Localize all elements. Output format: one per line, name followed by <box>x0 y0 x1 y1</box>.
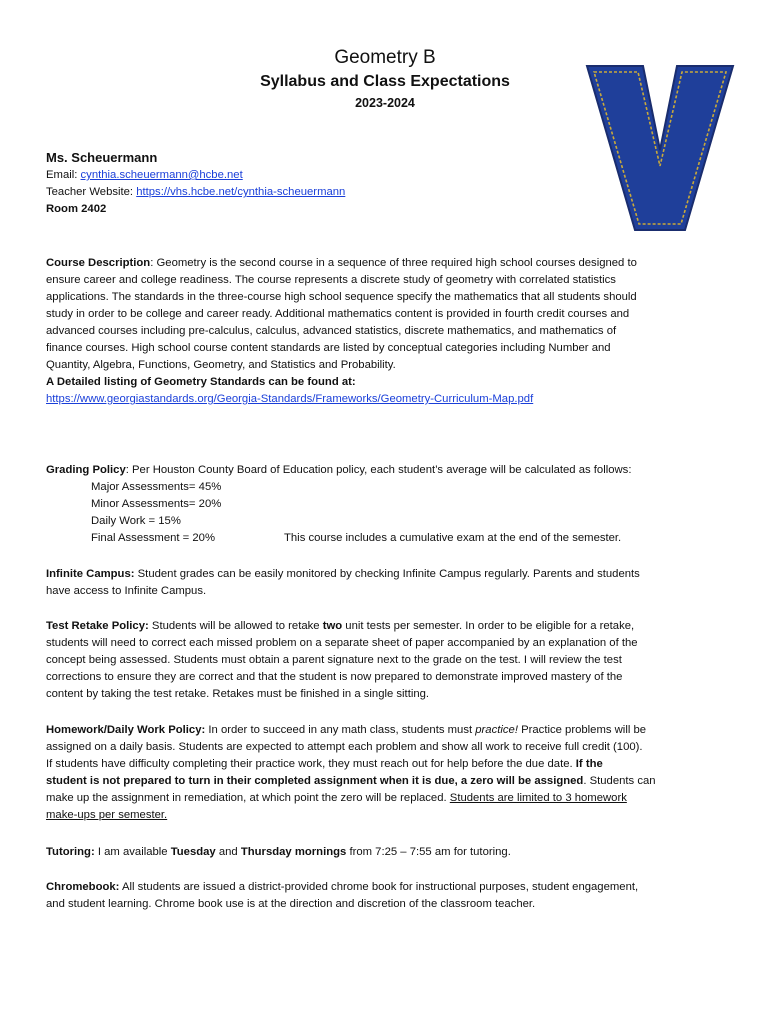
standards-link[interactable]: https://www.georgiastandards.org/Georgia-Standards/Frameworks/Geometry-Curriculum-Map.pdf <box>46 393 534 405</box>
homework-bold-text: If the <box>575 758 603 770</box>
tutoring-heading: Tutoring: <box>46 846 95 858</box>
homework-section <box>46 722 726 824</box>
grading-heading: Grading Policy <box>46 464 126 476</box>
retake-heading: Test Retake Policy: <box>46 620 149 632</box>
title-block <box>200 46 570 112</box>
website-row <box>46 184 546 201</box>
website-label: Teacher Website: <box>46 186 137 198</box>
chromebook-line: and student learning. Chrome book use is at the direction and discretion of the classroom teacher. <box>46 898 536 910</box>
grading-intro: Per Houston County Board of Education policy, each student’s average will be calculated as follows: <box>132 464 632 476</box>
tutoring-text: from 7:25 – 7:55 am for tutoring. <box>346 846 511 858</box>
website-link[interactable]: https://vhs.hcbe.net/cynthia-scheuermann <box>136 186 346 198</box>
tutoring-section <box>46 844 726 861</box>
homework-text: In order to succeed in any math class, students must <box>205 724 476 736</box>
infinite-campus-line: have access to Infinite Campus. <box>46 585 207 597</box>
course-description-section: Course Description: Geometry is the second course in a sequence of three required high school courses designed to ensure career and college readiness. The course represents a discrete study of geometry with correlated statistics applications. The standards in the three-course high school sequence specify the mathematics that all students should study in order to be college and career ready. Additional mathematics content is provided in fourth credit courses and advanced courses including pre-calculus, calculus, advanced statistics, discrete mathematics, and mathematics of finance courses. High school course content standards are listed by conceptual categories including Number and Quantity, Algebra, Functions, Geometry, and Statistics and Probability. A Detailed listing of Geometry Standards can be found at: https://www.georgiastandards.org/Georgia-Standards/Frameworks/Geometry-Curriculum-Map.pdf <box>46 255 726 408</box>
course-description-line: Geometry is the second course in a sequence of three required high school courses designed to <box>156 257 637 269</box>
final-exam-note: This course includes a cumulative exam at the end of the semester. <box>284 532 622 544</box>
infinite-campus-section <box>46 566 726 600</box>
chromebook-text: All students are issued a district-provided chrome book for instructional purposes, student engagement, <box>119 881 639 893</box>
course-description-line: applications. The standards in the three-course high school sequence specify the mathematics that all students should <box>46 291 637 303</box>
homework-text: make up the assignment in remediation, at which point the zero will be replaced. <box>46 792 450 804</box>
tutoring-day: Tuesday <box>170 846 216 858</box>
test-retake-section <box>46 618 726 703</box>
contact-block <box>46 148 546 218</box>
course-description-line: finance courses. High school course content standards are listed by conceptual categories including Number and <box>46 342 611 354</box>
homework-limit-text: make-ups per semester. <box>46 809 168 821</box>
retake-text: unit tests per semester. In order to be eligible for a retake, <box>342 620 635 632</box>
infinite-campus-heading: Infinite Campus: <box>46 568 135 580</box>
homework-limit-text: Students are limited to 3 homework <box>449 792 627 804</box>
retake-line: content by taking the test retake. Retakes must be finished in a single sitting. <box>46 688 430 700</box>
course-description-line: study in order to be college and career ready. Additional mathematics content is provided in fourth credit courses and <box>46 308 630 320</box>
email-link[interactable]: cynthia.scheuermann@hcbe.net <box>80 169 243 181</box>
grading-item: Final Assessment = 20% <box>91 532 216 544</box>
homework-text: Practice problems will be <box>517 724 647 736</box>
homework-text: . Students can <box>583 775 656 787</box>
retake-text: Students will be allowed to retake <box>148 620 323 632</box>
retake-line: students will need to correct each missed problem on a separate sheet of paper accompanied by an explanation of the <box>46 637 638 649</box>
grading-policy-section: Grading Policy: Per Houston County Board of Education policy, each student’s average will be calculated as follows: Major Assessments= 45% Minor Assessments= 20% Daily Work = 15% Final Assessment = 20% This course includes a cumulative exam at the end of the semester. <box>46 462 726 547</box>
grading-item: Daily Work = 15% <box>91 515 181 527</box>
infinite-campus-line: Student grades can be easily monitored by checking Infinite Campus regularly. Parents and students <box>137 568 640 580</box>
standards-note: A Detailed listing of Geometry Standards can be found at: <box>46 376 356 388</box>
homework-bold-text: student is not prepared to turn in their completed assignment when it is due, a zero will be assigned <box>46 775 584 787</box>
room-number: Room 2402 <box>46 203 107 215</box>
grading-item: Major Assessments= 45% <box>91 481 222 493</box>
course-description-line: Quantity, Algebra, Functions, Geometry, and Statistics and Probability. <box>46 359 396 371</box>
email-label: Email: <box>46 169 81 181</box>
school-year: 2023-2024 <box>355 96 415 110</box>
chromebook-section <box>46 879 726 913</box>
retake-line: concept being assessed. Students must obtain a parent signature next to the grade on the test. I will review the test <box>46 654 622 666</box>
tutoring-text: I am available <box>94 846 171 858</box>
tutoring-day: Thursday mornings <box>240 846 347 858</box>
homework-line: assigned on a daily basis. Students are expected to attempt each problem and show all work to receive full credit (100). <box>46 741 643 753</box>
teacher-name: Ms. Scheuermann <box>46 150 158 165</box>
v-logo <box>585 64 735 234</box>
chromebook-heading: Chromebook: <box>46 881 120 893</box>
page-title: Geometry B <box>334 47 436 68</box>
course-description-line: ensure career and college readiness. The course represents a discrete study of geometry with correlated statistics <box>46 274 616 286</box>
tutoring-text: and <box>215 846 241 858</box>
homework-heading: Homework/Daily Work Policy: <box>46 724 206 736</box>
course-description-line: advanced courses including pre-calculus, calculus, advanced statistics, discrete mathematics, and mathematics of <box>46 325 617 337</box>
homework-practice: practice! <box>475 724 518 736</box>
page-subtitle: Syllabus and Class Expectations <box>260 73 510 90</box>
retake-line: corrections to ensure they are correct and that the student is now prepared to demonstrate improved mastery of the <box>46 671 623 683</box>
email-row <box>46 167 546 184</box>
retake-count: two <box>322 620 343 632</box>
homework-text: If students have difficulty completing their practice work, they must reach out for help before the due date. <box>46 758 576 770</box>
grading-item-final <box>46 530 726 547</box>
grading-item: Minor Assessments= 20% <box>91 498 222 510</box>
v-logo-shape <box>587 66 733 230</box>
course-description-heading: Course Description <box>46 257 151 269</box>
